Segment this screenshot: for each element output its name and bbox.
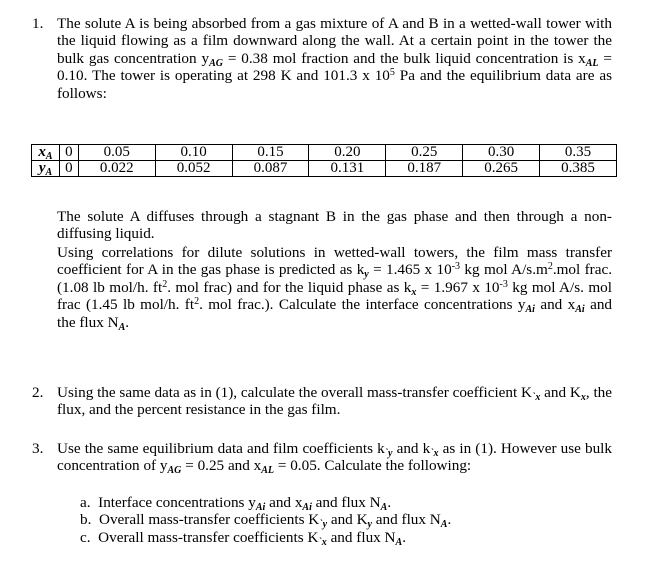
list-item: a. Interface concentrations $y_{Ai}$ and $x_{Ai}$ and flux $N_A$. [80,494,392,513]
q1-paragraph-diffusion: The solute A diffuses through a stagnant B in the gas phase and then through a non-diffusing liquid. [57,208,612,243]
q1-paragraph-coefficients: Using correlations for dilute solutions in wetted-wall towers, the film mass transfer coefficient for A in the gas phase is predicted as $k_y = 1.465$ x $10^{-3}$ kg mol $A/s.m^2.mol$ frac. (1.08 lb mol/h. $ft^2$. mol frac) and for the liquid phase as $k_x = 1.967$ x $10^{-3}$ kg mol A/s. mol frac (1.45 lb mol/h. $ft^2$. mol frac.). Calculate the interface concentrations $y_{Ai}$ and $x_{Ai}$ and the flux $N_A$. [57,244,613,333]
table-cell: 0.10 [155,145,232,161]
list-item: c. Overall mass-transfer coefficients $K_{`x}$ and flux $N_A$. [80,528,406,548]
table-cell: 0.265 [463,161,540,177]
table-cell: 0.022 [78,161,155,177]
table-cell: 0.052 [155,161,232,177]
table-cell: 0.35 [540,145,617,161]
y-label: $y_A$ [32,161,60,177]
q1-paragraph-intro: The solute A is being absorbed from a gas mixture of A and B in a wetted-wall tower with the liquid flowing as a film downward along the wall. At a certain point in the tower the bulk gas concentration $y_{AG} = 0.38$ mol fraction and the bulk liquid concentration is $x_{AL} = 0.10$. The tower is operating at 298 K and 101.3 x $10^5$ Pa and the equilibrium data are as follows: [57,15,612,102]
table-cell: 0.30 [463,145,540,161]
list-item: b. Overall mass-transfer coefficients $K_{`y}$ and $K_y$ and flux $N_A$. [80,511,452,531]
table-cell: 0.187 [386,161,463,177]
q3-number: 3. [32,440,44,457]
table-cell: 0 [60,161,79,177]
table-cell: 0.385 [540,161,617,177]
table-row-x [32,145,617,161]
table-cell: 0.087 [232,161,309,177]
table-cell: 0.25 [386,145,463,161]
q2-number: 2. [32,384,44,401]
q2-paragraph: Using the same data as in (1), calculate the overall mass-transfer coefficient $K_{`x}$ and $K_x$, the flux, and the percent resistance in the gas film. [57,384,612,419]
table-cell: 0.20 [309,145,386,161]
table-row-y [32,161,617,177]
q3-paragraph: Use the same equilibrium data and film coefficients $k_{`y}$ and $k_{`x}$ as in (1). However use bulk concentration of $y_{AG} = 0.25$ and $x_{AL} = 0.05$. Calculate the following: [57,440,612,477]
equilibrium-table [31,144,617,177]
q3-subitems [80,494,620,546]
table-cell: 0.131 [309,161,386,177]
x-label: $x_A$ [32,145,60,161]
table-cell: 0.15 [232,145,309,161]
table-cell: 0 [60,145,79,161]
table-cell: 0.05 [78,145,155,161]
q1-number: 1. [32,15,44,32]
